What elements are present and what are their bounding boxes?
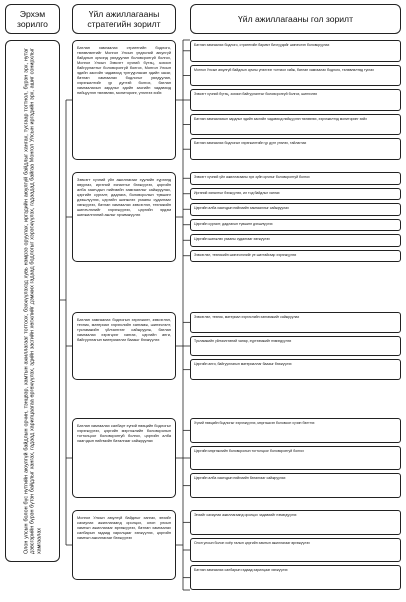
header-strategic: Үйл ажиллагааны стратегийн зорилт: [72, 4, 176, 34]
main-goal-1-2: Монгол Улсын аюулгүй байдлын орчны үнэлгээг тогтмол хийж, батлан хамгаалах бодлого, төлөвлөлтөд тусгах: [190, 65, 401, 87]
strategic-goal-4: Батлан хамгаалах салбарт хүний нөөцийн бодлогыг хэрэгжүүлэх, цэргийн мэргэжлийн боловсролын тогтолцоог боловсронгуй болгох, цэргийн алба хаагчдын нийгмийн баталгааг сайжруулах: [72, 418, 176, 498]
main-goal-4-3: Цэргийн алба хаагчдын нийгмийн баталгааг сайжруулах: [190, 473, 401, 498]
main-goal-4-1: Хүний нөөцийн бодлогыг хэрэгжүүлэх, мэргэшсэн боловсон хүчин бэлтгэх: [190, 418, 401, 443]
strategic-goal-5: Монгол Улсын аюулгүй байдлыг хангах, энхийг сахиулах ажиллагаанд оролцох, олон улсын хамтын ажиллагааг өргөжүүлэх, батлан хамгаалах салбарын гадаад харилцааг хөгжүүлэх, цэргийн хамтын ажиллагааг бэхжүүлэх: [72, 510, 176, 580]
main-goal-3-3: Цэргийн анги, байгууллагын материаллаг баазыг бэхжүүлэх: [190, 359, 401, 380]
vision-text: Олон улсын болон бүс нутгийн аюулгүй байдлын орчин, тэнцвэр, хамтын ажиллагааг тогтоох, бэхжүүлэхэд хувь нэмрээ оруулах, иргэдийн аюулгүй байдлыг хангах, тусгаар тогтнол, бүрэн эрх, нутаг дэвсгэрийн бүрэн бүтэн байдлыг хангах, гадаад харилцаагаа өргөжүүлэх, эдийн засгийн хөгжлийг дэмжих гадаад бодлогыг хэрэгжүүлэх, гадаадад байгаа Монгол Улсын иргэдийн эрх, ашиг сонирхлыг хамгаалах: [22, 48, 42, 554]
main-goal-2-5: Цэргийн шинжлэх ухааны судалгааг хөгжүүлэх: [190, 234, 401, 247]
main-goal-1-5: Батлан хамгаалах бодлогын хэрэгжилтийн үр дүнг үнэлэх, тайлагнах: [190, 138, 401, 160]
main-goal-1-3: Зэвсэгт хүчний бүтэц, зохион байгуулалтыг боловсронгуй болгох, шинэчлэх: [190, 89, 401, 111]
main-goal-5-2: Олон улсын болон хоёр талын цэргийн хамтын ажиллагааг өргөжүүлэх: [190, 538, 401, 563]
main-goal-2-4: Цэргийн сургалт, дадлагын түвшинг дээшлүүлэх: [190, 219, 401, 232]
main-goal-5-3: Батлан хамгаалах салбарын гадаад харилцааг хөгжүүлэх: [190, 565, 401, 590]
strategic-goal-2: Зэвсэгт хүчний үйл ажиллагааг хуулийн хүрээнд явуулах, иргэний хяналтыг бэхжүүлэх, цэргийн алба хаагчдын нийгмийн хамгааллыг сайжруулах, цэргийн сургалт, дадлага, боловсролын түвшинг дээшлүүлэх, цэргийн шинжлэх ухааны судалгааг хөгжүүлэх, батлан хамгаалах зэвсэглэл, техникийн шинэчлэлийг хэрэгжүүлэх, цэргийн эрдэм шинжилгээний ажлыг эрчимжүүлэх: [72, 172, 176, 262]
main-goal-3-1: Зэвсэглэл, техник, материал хэрэгслийн хангамжийг сайжруулах: [190, 312, 401, 333]
main-goal-2-3: Цэргийн алба хаагчдын нийгмийн хамгааллыг сайжруулах: [190, 203, 401, 216]
main-goal-2-1: Зэвсэгт хүчний үйл ажиллагааны эрх зүйн орчныг боловсронгуй болгох: [190, 172, 401, 185]
header-vision: Эрхэм зорилго: [5, 4, 60, 34]
main-goal-5-1: Энхийг сахиулах ажиллагаанд оролцох чадавхийг нэмэгдүүлэх: [190, 510, 401, 535]
main-goal-1-4: Батлан хамгаалахын зардлыг эдийн засгийн чадавхид нийцүүлэн төлөвлөх, хэрэгжилтэд мониторинг хийх: [190, 114, 401, 136]
main-goal-2-6: Зэвсэглэл, техникийн шинэчлэлийг үе шаттайгаар хэрэгжүүлэх: [190, 250, 401, 263]
main-goal-4-2: Цэргийн мэргэжлийн боловсролын тогтолцоог боловсронгуй болгох: [190, 446, 401, 471]
header-main: Үйл ажиллагааны гол зорилт: [190, 4, 401, 34]
main-goal-2-2: Иргэний хяналтыг бэхжүүлэх, ил тод байдлыг хангах: [190, 188, 401, 201]
main-goal-3-2: Тусламжийн үйлчилгээний чанар, хүртээмжийг нэмэгдүүлэх: [190, 336, 401, 357]
strategic-goal-3: Батлан хамгаалах бодлогын хэрэгжилт, зэвсэглэл, техник, материал хэрэгслийн хангамж, шинэчлэлт, тусламжийн үйлчилгээг сайжруулж, батлан хамгаалах хэрэгцээг хангах, цэргийн анги, байгууллагын материаллаг баазыг бэхжүүлэх: [72, 312, 176, 380]
main-goal-1-1: Батлан хамгаалах бодлого, стратегийн баримт бичгүүдийг шинэчлэн боловсруулах: [190, 40, 401, 62]
strategic-goal-1: Батлан хамгаалах стратегийн бодлого, төлөвлөлтийг Монгол Улсын үндэсний аюулгүй байдлын орчинд уялдуулан боловсронгуй болгох, Монгол Улсын Зэвсэгт хүчний бүтэц, зохион байгуулалтыг боловсронгуй болгох, Монгол Улсын эдийн засгийн чадавхид тулгуурласан эдийн засаг, батлан хамгаалах бодлогыг уялдуулан, хэрэгжилтийг үр дүнтэй болгох, батлан хамгаалахын зардлыг эдийн засгийн чадавхид нийцүүлэн төлөвлөх, мониторинг, үнэлгээ хийх: [72, 40, 176, 160]
